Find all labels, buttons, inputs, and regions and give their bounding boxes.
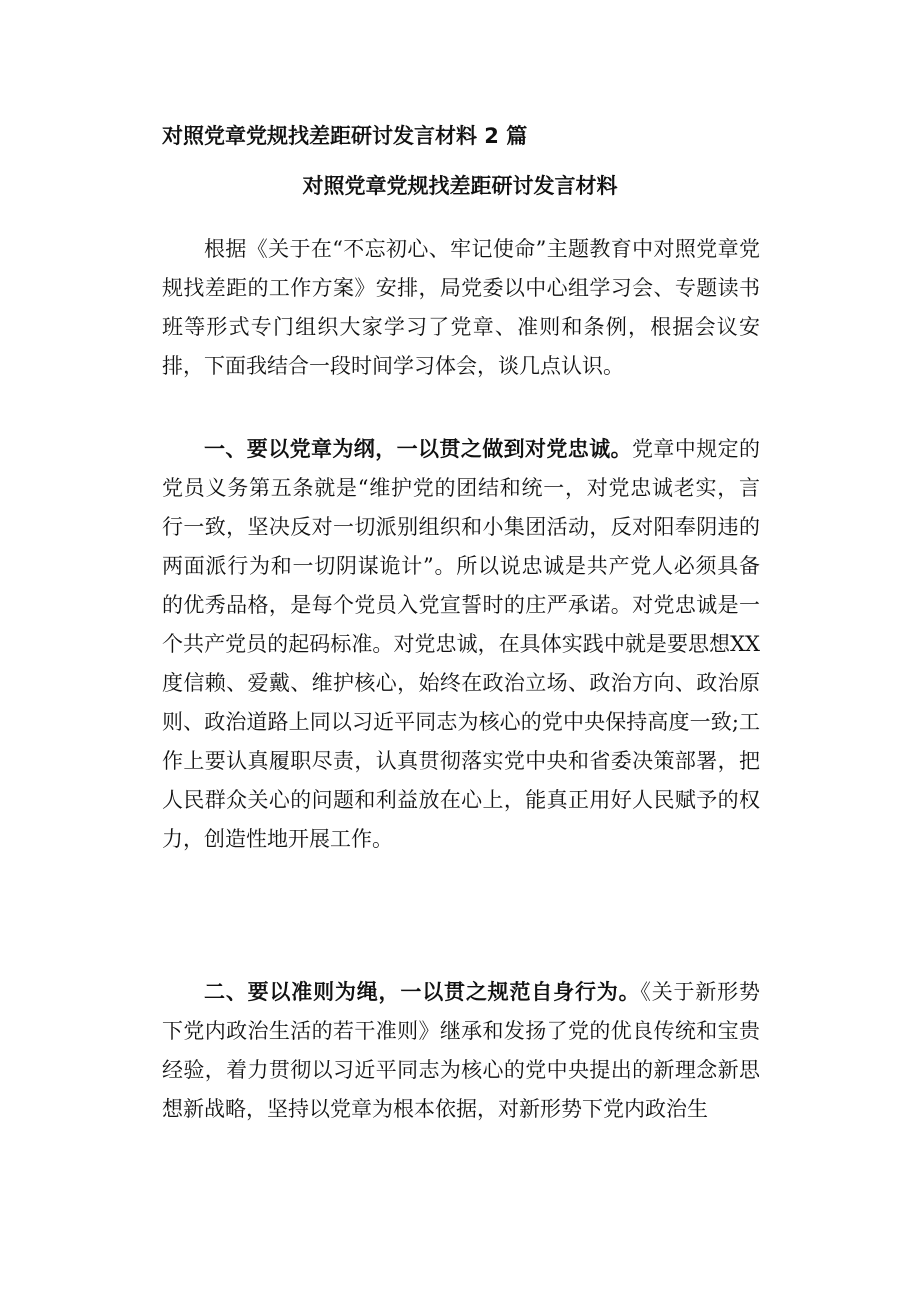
paragraph-section-1 bbox=[162, 430, 760, 859]
section-heading: 二、要以准则为绳，一以贯之规范自身行为。 bbox=[204, 980, 641, 1004]
document-title: 对照党章党规找差距研讨发言材料 2 篇 bbox=[162, 124, 528, 148]
paragraph-intro bbox=[162, 230, 760, 386]
paragraph-section-2 bbox=[162, 973, 760, 1129]
paragraph-body: 《关于新形势下党内政治生活的若干准则》继承和发扬了党的优良传统和宝贵经验，着力贯彻以习近平同志为核心的党中央提出的新理念新思想新战略，坚持以党章为根本依据，对新形势下党内政治生 bbox=[162, 980, 761, 1121]
paragraph-body: 党章中规定的党员义务第五条就是“维护党的团结和统一，对党忠诚老实，言行一致，坚决反对一切派别组织和小集团活动，反对阳奉阴违的两面派行为和一切阴谋诡计”。所以说忠诚是共产党人必须具备的优秀品格，是每个党员入党宣誓时的庄严承诺。对党忠诚是一个共产党员的起码标准。对党忠诚，在具体实践中就是要思想XX 度信赖、爱戴、维护核心，始终在政治立场、政治方向、政治原则、政治道路上同以习近平同志为核心的党中央保持高度一致;工作上要认真履职尽责，认真贯彻落实党中央和省委决策部署，把人民群众关心的问题和利益放在心上，能真正用好人民赋予的权力，创造性地开展工作。 bbox=[162, 437, 760, 851]
paragraph-body: 根据《关于在“不忘初心、牢记使命”主题教育中对照党章党规找差距的工作方案》安排，局党委以中心组学习会、专题读书班等形式专门组织大家学习了党章、准则和条例，根据会议安排，下面我结合一段时间学习体会，谈几点认识。 bbox=[162, 237, 760, 378]
section-heading: 一、要以党章为纲，一以贯之做到对党忠诚。 bbox=[204, 437, 632, 461]
document-subtitle: 对照党章党规找差距研讨发言材料 bbox=[302, 174, 618, 198]
